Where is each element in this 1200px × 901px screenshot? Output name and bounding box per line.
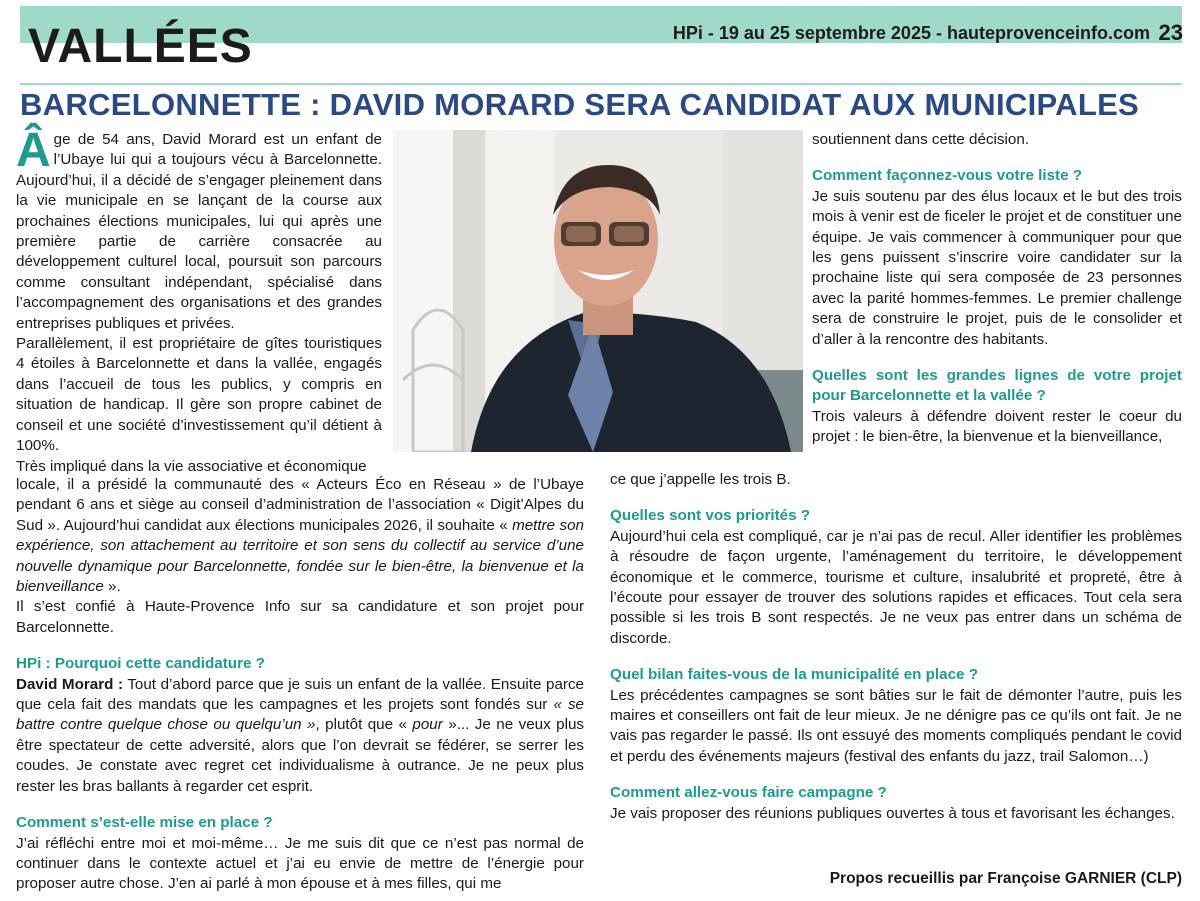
answer-1-part-3: »... Je ne veux plus être spectateur de cette adversité, alors que l’on devrait se fédérer, se serrer les coudes. Je constate avec regret cet individualisme à outrance. Je ne peux plus rester les bras ballants à regarder cet esprit. (16, 716, 584, 795)
issue-info: HPi - 19 au 25 septembre 2025 - hauteprovenceinfo.com (672, 23, 1150, 43)
answer-1-part-1: Tout d’abord parce que je suis un enfant de la vallée. Ensuite parce que cela fait des mandats que les campagnes et les projets sont fondés sur (16, 675, 585, 714)
question-5: Quelles sont vos priorités ? (610, 507, 811, 525)
answer-2: J’ai réfléchi entre moi et moi-même… Je me suis dit que ce n’est pas normal de continuer dans le contexte actuel et j’ai eu envie de mettre de l’énergie pour proposer autre chose. J’en ai parlé à mon épouse et à mes filles, qui me (16, 834, 584, 893)
section-title: VALLÉES (28, 20, 253, 73)
answer-1-quote-1: « se battre contre quelque chose ou quelqu’un » (16, 696, 584, 734)
page-number: 23 (1158, 20, 1183, 45)
answer-1-part-2: , plutôt que « (315, 716, 413, 734)
answer-4-end: ce que j’appelle les trois B. (610, 471, 791, 488)
question-3: Comment façonnez-vous votre liste ? (812, 167, 1083, 185)
intro-paragraph-3-start: Très impliqué dans la vie associative et économique (16, 457, 367, 475)
right-column-bottom (610, 470, 1182, 824)
intro-paragraph-3 (16, 475, 584, 597)
answer-5: Aujourd’hui cela est compliqué, car je n’ai pas de recul. Aller identifier les problèmes à résoudre de façon urgente, l’aménagement du territoire, le développement économique et le commerce, tourisme et culture, insalubrité et propreté, être à l’écoute pour essayer de trouver des solutions rapides et efficaces. Tout cela sera possible si les trois B sont respectés. Je ne veux pas entrer dans un schéma de discorde. (610, 527, 1182, 647)
answer-7: Je vais proposer des réunions publiques ouvertes à tous et favorisant les échanges. (610, 804, 1175, 822)
headline: BARCELONNETTE : DAVID MORARD SERA CANDIDAT AUX MUNICIPALES (20, 87, 1140, 122)
intro-paragraph-1: ge de 54 ans, David Morard est un enfant de l’Ubaye lui qui a toujours vécu à Barcelonnette. Aujourd’hui, il a décidé de s’engager pleinement dans la vie municipale en se lançant de la course aux prochaines élections municipales, lui qui après une première partie de carrière consacrée au développement culturel local, poursuit son parcours comme consultant indépendant, spécialisé dans l’accompagnement des organisations et des grandes entreprises publiques et privées. (16, 131, 382, 332)
intro-p3-text: locale, il a présidé la communauté des « Acteurs Éco en Réseau » de l’Ubaye pendant 6 ans et siège au conseil d’administration de l’association « Digit’Alpes du Sud ». Aujourd’hui candidat aux élections municipales 2026, il souhaite « (16, 476, 584, 534)
signature: Propos recueillis par Françoise GARNIER (CLP) (829, 870, 1182, 887)
question-6: Quel bilan faites-vous de la municipalité en place ? (610, 666, 978, 684)
portrait-illustration (393, 130, 803, 452)
header-rule (20, 83, 1182, 85)
intro-paragraph-4: Il s’est confié à Haute-Provence Info sur sa candidature et son projet pour Barcelonnette. (16, 598, 584, 636)
answer-1-quote-2: pour (412, 716, 443, 734)
intro-continued (16, 475, 584, 895)
question-2: Comment s’est-elle mise en place ? (16, 814, 273, 832)
dropcap: Â (16, 124, 51, 177)
intro-p3-end: ». (103, 578, 121, 596)
answer-2-continuation: soutiennent dans cette décision. (812, 131, 1029, 148)
portrait-photo (393, 130, 803, 452)
answer-1 (16, 675, 584, 797)
speaker: David Morard : (16, 675, 124, 693)
answer-3: Je suis soutenu par des élus locaux et le but des trois mois à venir est de ficeler le projet et de constituer une équipe. Je vais commencer à communiquer pour que les gens puissent s’inscrire voire candidater sur la prochaine liste qui sera composée de 23 personnes avec la parité hommes-femmes. Le premier challenge sera de construire le projet, puis de le consolider et d’aller à la rencontre des habitants. (812, 187, 1182, 348)
answer-6: Les précédentes campagnes se sont bâties sur le fait de démonter l’autre, puis les maires et conseillers ont fait de leur mieux. Je ne dénigre pas ce qu’ils ont fait. Je ne vais pas regarder le passé. Ils ont essuyé des moments compliqués pendant le covid et perdu des événements majeurs (festival des enfants du jazz, trail Salomon…) (610, 686, 1182, 765)
right-column-top (812, 130, 1182, 448)
intro-paragraph-2: Parallèlement, il est propriétaire de gîtes touristiques 4 étoiles à Barcelonnette et dans la vallée, engagés dans l’accueil de tous les publics, y compris en situation de handicap. Il gère son propre cabinet de conseil et une société d’investissement qu’il détient à 100%. (16, 335, 382, 455)
question-4: Quelles sont les grandes lignes de votre projet pour Barcelonnette et la vallée ? (812, 367, 1182, 405)
question-1: HPi : Pourquoi cette candidature ? (16, 655, 265, 673)
answer-4-start: Trois valeurs à défendre doivent rester le coeur du projet : le bien-être, la bienvenue et la bienveillance, (812, 407, 1182, 446)
intro-block (16, 124, 382, 477)
question-7: Comment allez-vous faire campagne ? (610, 784, 887, 802)
intro-quote: mettre son expérience, son attachement au territoire et son sens du collectif au service d’une nouvelle dynamique pour Barcelonnette, fondée sur le bien-être, la bienvenue et la bienveillance (16, 516, 585, 596)
